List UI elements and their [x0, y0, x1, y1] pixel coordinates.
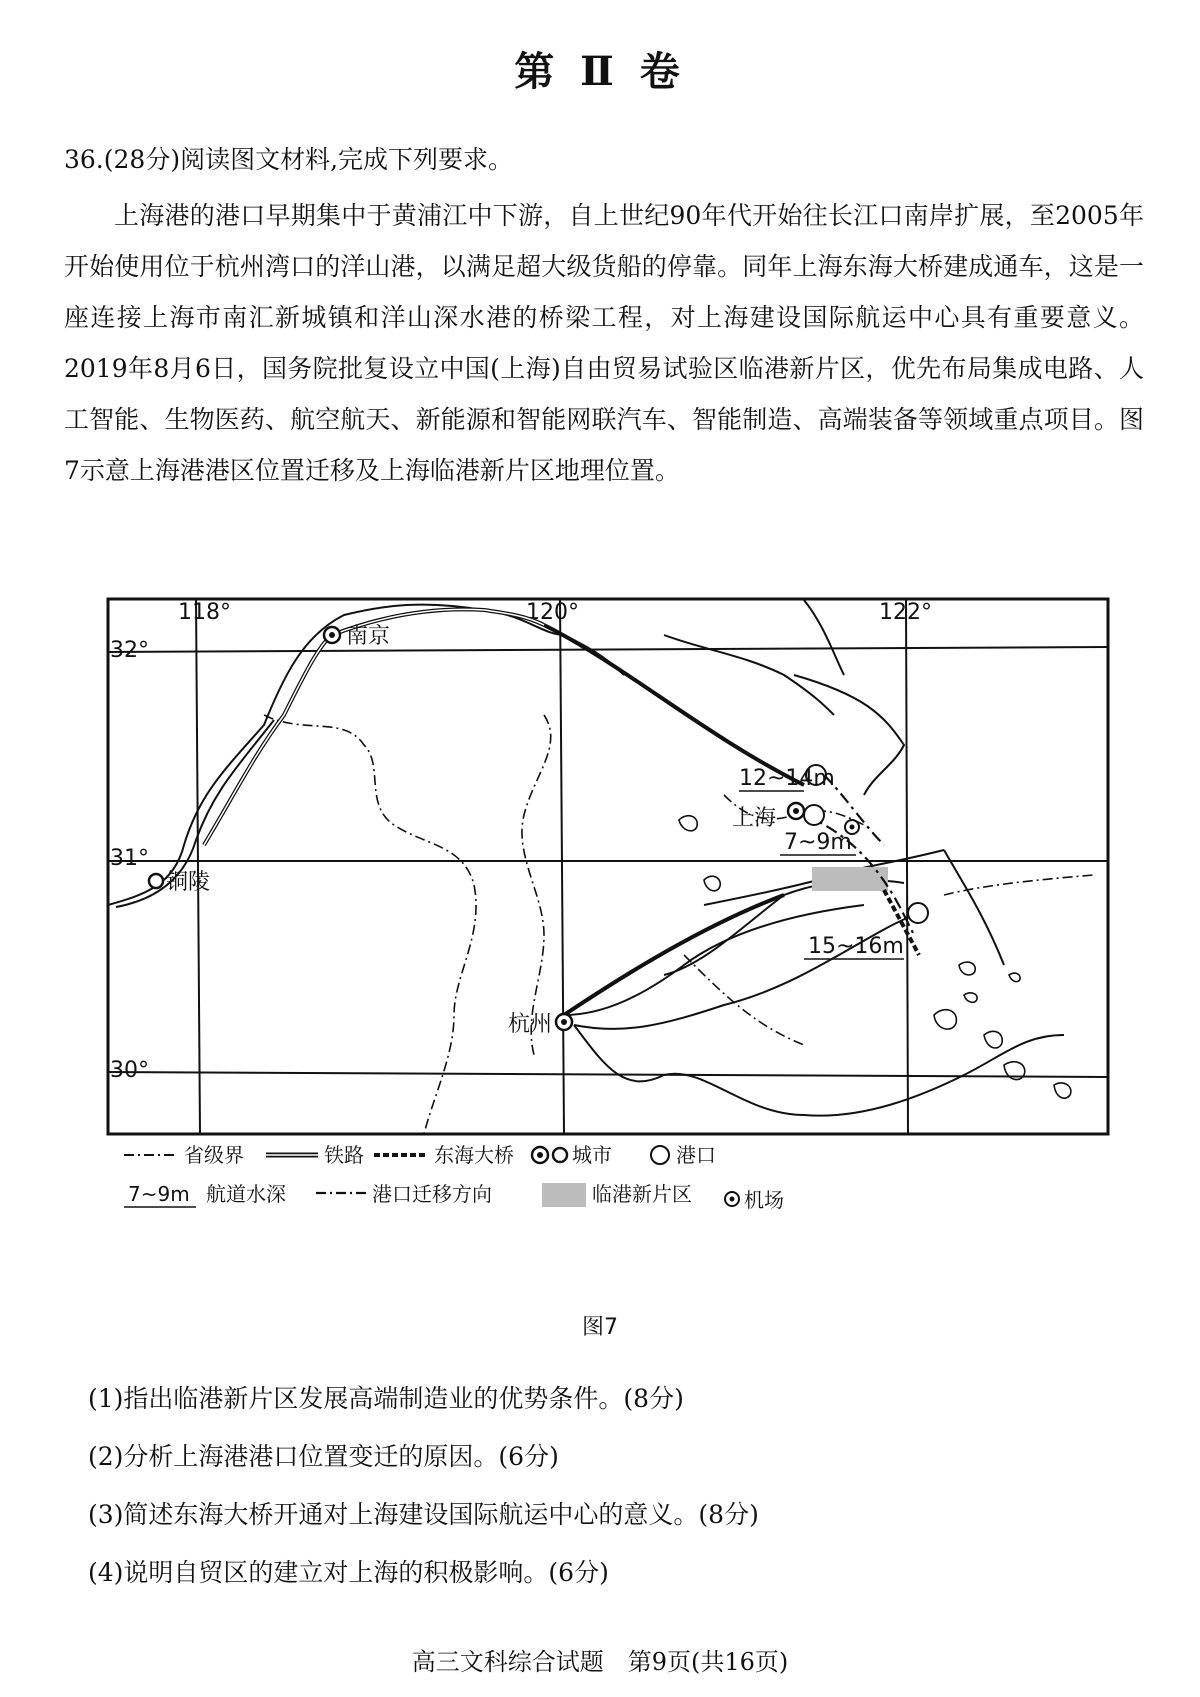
parallel-32: [108, 647, 1108, 652]
figure-7-map: [104, 595, 1114, 1220]
legend-provincial-border: 省级界: [184, 1143, 244, 1167]
lon-label-122: 122°: [879, 600, 932, 625]
depth-label-15-16: 15~16m: [808, 934, 904, 959]
map-frame: [108, 599, 1108, 1134]
city-label-shanghai: 上海: [732, 806, 777, 831]
page-footer: 高三文科综合试题 第9页(共16页): [411, 1648, 789, 1676]
legend-railway: 铁路: [324, 1143, 364, 1167]
map-legend: [124, 1143, 784, 1212]
city-label-tongling: 铜陵: [166, 870, 211, 895]
city-shanghai: [732, 803, 804, 831]
meridian-120: [560, 599, 564, 1134]
coastlines-rivers: [108, 600, 1064, 1116]
legend-bridge: 东海大桥: [434, 1143, 514, 1167]
legend-port: 港口: [676, 1143, 716, 1167]
legend-channel-depth: 航道水深: [206, 1182, 286, 1206]
lon-label-118: 118°: [178, 600, 231, 625]
city-nanjing: [324, 624, 390, 649]
legend-lingang: 临港新片区: [592, 1182, 692, 1206]
question-header: 36.(28分)阅读图文材料,完成下列要求。: [64, 145, 514, 174]
graticule: [108, 599, 1108, 1134]
legend-city: 城市: [572, 1143, 612, 1167]
city-label-hangzhou: 杭州: [508, 1012, 553, 1037]
sub-question: (1)指出临港新片区发展高端制造业的优势条件。(8分): [88, 1384, 684, 1413]
city-label-nanjing: 南京: [346, 624, 391, 649]
section-title: 第 Ⅱ 卷: [514, 48, 686, 95]
sub-question-list: [88, 1370, 1148, 1602]
legend-depth-sample: 7~9m: [128, 1182, 190, 1206]
legend-airport: 机场: [744, 1188, 784, 1212]
lat-label-31: 31°: [110, 846, 149, 871]
railway: [204, 609, 804, 1015]
meridian-122: [906, 599, 908, 1134]
sub-question: (3)简述东海大桥开通对上海建设国际航运中心的意义。(8分): [88, 1500, 759, 1529]
lon-label-120: 120°: [526, 600, 579, 625]
lat-label-30: 30°: [110, 1058, 149, 1083]
passage-text: 上海港的港口早期集中于黄浦江中下游，自上世纪90年代开始往长江口南岸扩展，至2005年开始使用位于杭州湾口的洋山港，以满足超大级货船的停靠。同年上海东海大桥建成通车，这是一座连接上海市南汇新城镇和洋山深水港的桥梁工程，对上海建设国际航运中心具有重要意义。2019年8月6日，国务院批复设立中国(上海)自由贸易试验区临港新片区，优先布局集成电路、人工智能、生物医药、航空航天、新能源和智能网联汽车、智能制造、高端装备等领域重点项目。图7示意上海港港区位置迁移及上海临港新片区地理位置。: [64, 201, 1144, 485]
sub-question: (2)分析上海港港口位置变迁的原因。(6分): [88, 1442, 559, 1471]
parallel-30: [108, 1072, 1108, 1077]
legend-migration: 港口迁移方向: [372, 1182, 492, 1206]
meridian-118: [196, 599, 200, 1134]
sub-question: (4)说明自贸区的建立对上海的积极影响。(6分): [88, 1558, 609, 1587]
lat-label-32: 32°: [110, 638, 149, 663]
depth-label-12-14: 12~14m: [739, 766, 835, 791]
depth-label-7-9: 7~9m: [784, 830, 852, 855]
figure-caption: 图7: [582, 1315, 618, 1340]
